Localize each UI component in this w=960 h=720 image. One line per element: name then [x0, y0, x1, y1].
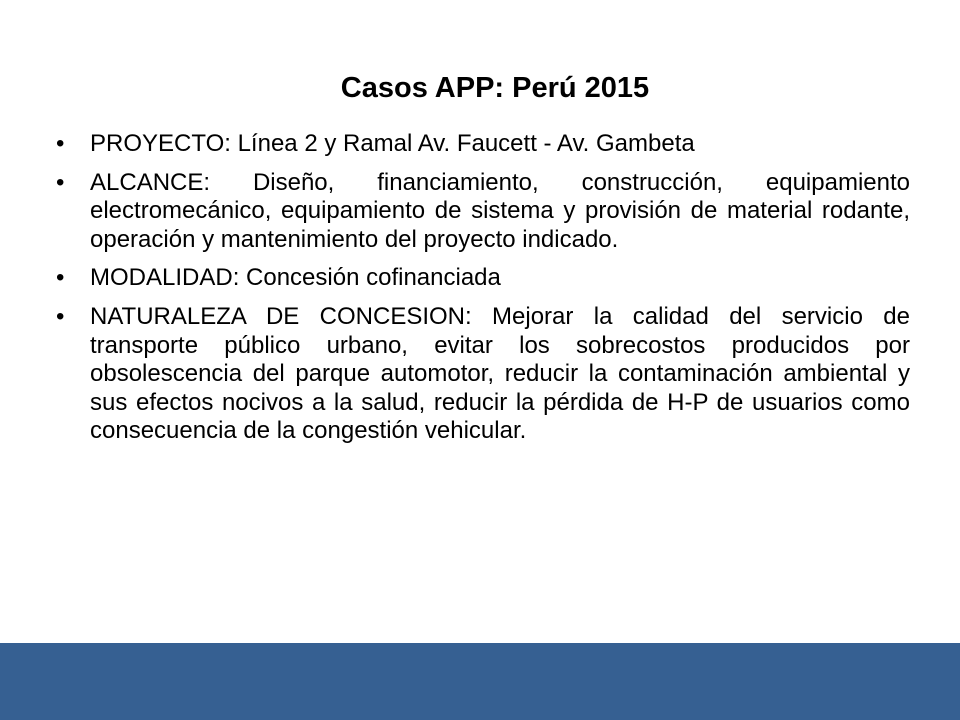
bullet-item-naturaleza	[56, 303, 910, 446]
bullet-dot-icon: •	[56, 264, 65, 292]
bullet-text-naturaleza: NATURALEZA DE CONCESION: Mejorar la calidad del servicio de transporte público urbano, evitar los sobrecostos producidos por obsolescencia del parque automotor, reducir la contaminación ambiental y sus efectos nocivos a la salud, reducir la pérdida de H-P de usuarios como consecuencia de la congestión vehicular.	[90, 302, 910, 445]
bullet-dot-icon: •	[56, 168, 65, 196]
bullet-text-proyecto: PROYECTO: Línea 2 y Ramal Av. Faucett - Av. Gambeta	[90, 130, 695, 157]
bullet-list	[56, 130, 910, 456]
bullet-item-proyecto	[56, 130, 910, 159]
bullet-dot-icon: •	[56, 302, 65, 330]
bullet-text-alcance: ALCANCE: Diseño, financiamiento, construcción, equipamiento electromecánico, equipamiento de sistema y provisión de material rodante, operación y mantenimiento del proyecto indicado.	[90, 168, 910, 253]
bullet-item-alcance	[56, 169, 910, 255]
bullet-text-modalidad: MODALIDAD: Concesión cofinanciada	[90, 264, 501, 292]
bullet-dot-icon: •	[56, 130, 65, 157]
bullet-item-modalidad	[56, 264, 910, 293]
footer-bar	[0, 643, 960, 720]
slide-title: Casos APP: Perú 2015	[340, 72, 650, 104]
